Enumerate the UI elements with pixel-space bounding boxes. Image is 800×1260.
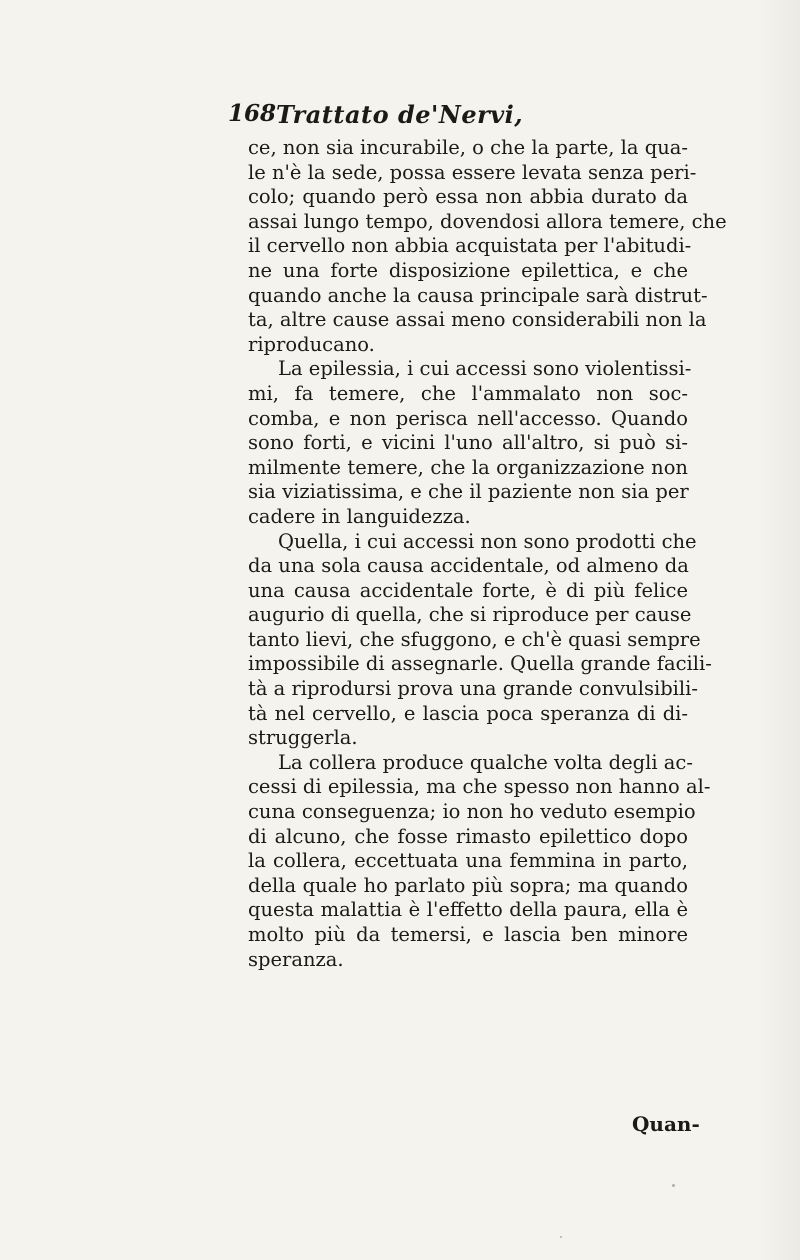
text-line: cadere in languidezza. bbox=[248, 504, 471, 528]
text-line: riproducano. bbox=[248, 332, 375, 356]
text-line: ta, altre cause assai meno considerabili non la bbox=[248, 308, 707, 332]
body-text bbox=[248, 136, 727, 972]
page-header bbox=[228, 100, 688, 134]
text-line: tà nel cervello, e lascia poca speranza di di- bbox=[248, 701, 688, 725]
text-line: tà a riprodursi prova una grande convulsibili- bbox=[248, 677, 698, 701]
text-line: ne una forte disposizione epilettica, e che bbox=[248, 258, 688, 282]
text-line: tanto lievi, che sfuggono, e ch'è quasi sempre bbox=[248, 627, 701, 651]
text-line: ce, non sia incurabile, o che la parte, la qua- bbox=[248, 136, 688, 159]
text-line: comba, e non perisca nell'accesso. Quando bbox=[248, 406, 688, 430]
text-line: le n'è la sede, possa essere levata senza peri- bbox=[248, 160, 697, 184]
text-line: cessi di epilessia, ma che spesso non hanno al- bbox=[248, 775, 711, 799]
text-line: molto più da temersi, e lascia ben minore bbox=[248, 923, 688, 946]
text-line: una causa accidentale forte, è di più felice bbox=[248, 578, 688, 602]
catchword: Quan- bbox=[632, 1112, 700, 1136]
text-line: assai lungo tempo, dovendosi allora temere, che bbox=[248, 209, 727, 233]
paper-speck bbox=[560, 1236, 562, 1238]
page-edge-shadow bbox=[760, 0, 800, 1260]
text-line: cuna conseguenza; io non ho veduto esempio bbox=[248, 800, 696, 824]
text-line: sono forti, e vicini l'uno all'altro, si può si- bbox=[248, 431, 688, 455]
text-line: il cervello non abbia acquistata per l'abitudi- bbox=[248, 234, 692, 258]
text-line: La collera produce qualche volta degli ac- bbox=[278, 750, 693, 774]
text-line: la collera, eccettuata una femmina in parto, bbox=[248, 849, 688, 873]
text-line: della quale ho parlato più sopra; ma quando bbox=[248, 873, 688, 897]
text-line: di alcuno, che fosse rimasto epilettico dopo bbox=[248, 824, 688, 848]
text-line: sia viziatissima, e che il paziente non sia per bbox=[248, 480, 689, 504]
text-line: questa malattia è l'effetto della paura, ella è bbox=[248, 898, 688, 922]
text-line: augurio di quella, che si riproduce per cause bbox=[248, 603, 692, 627]
running-title: Trattato de'Nervi, bbox=[276, 100, 524, 129]
text-line: speranza. bbox=[248, 947, 344, 971]
text-line: impossibile di assegnarle. Quella grande facili- bbox=[248, 652, 712, 676]
page-number: 168 bbox=[228, 100, 277, 127]
text-line: colo; quando però essa non abbia durato da bbox=[248, 185, 688, 209]
text-line: mi, fa temere, che l'ammalato non soc- bbox=[248, 381, 688, 405]
text-line: milmente temere, che la organizzazione non bbox=[248, 455, 688, 479]
text-line: struggerla. bbox=[248, 726, 358, 750]
paper-speck bbox=[672, 1184, 675, 1187]
text-line: da una sola causa accidentale, od almeno da bbox=[248, 554, 689, 578]
text-line: La epilessia, i cui accessi sono violentissi- bbox=[278, 357, 692, 381]
text-line: quando anche la causa principale sarà distrut- bbox=[248, 283, 708, 307]
text-line: Quella, i cui accessi non sono prodotti che bbox=[278, 529, 697, 553]
